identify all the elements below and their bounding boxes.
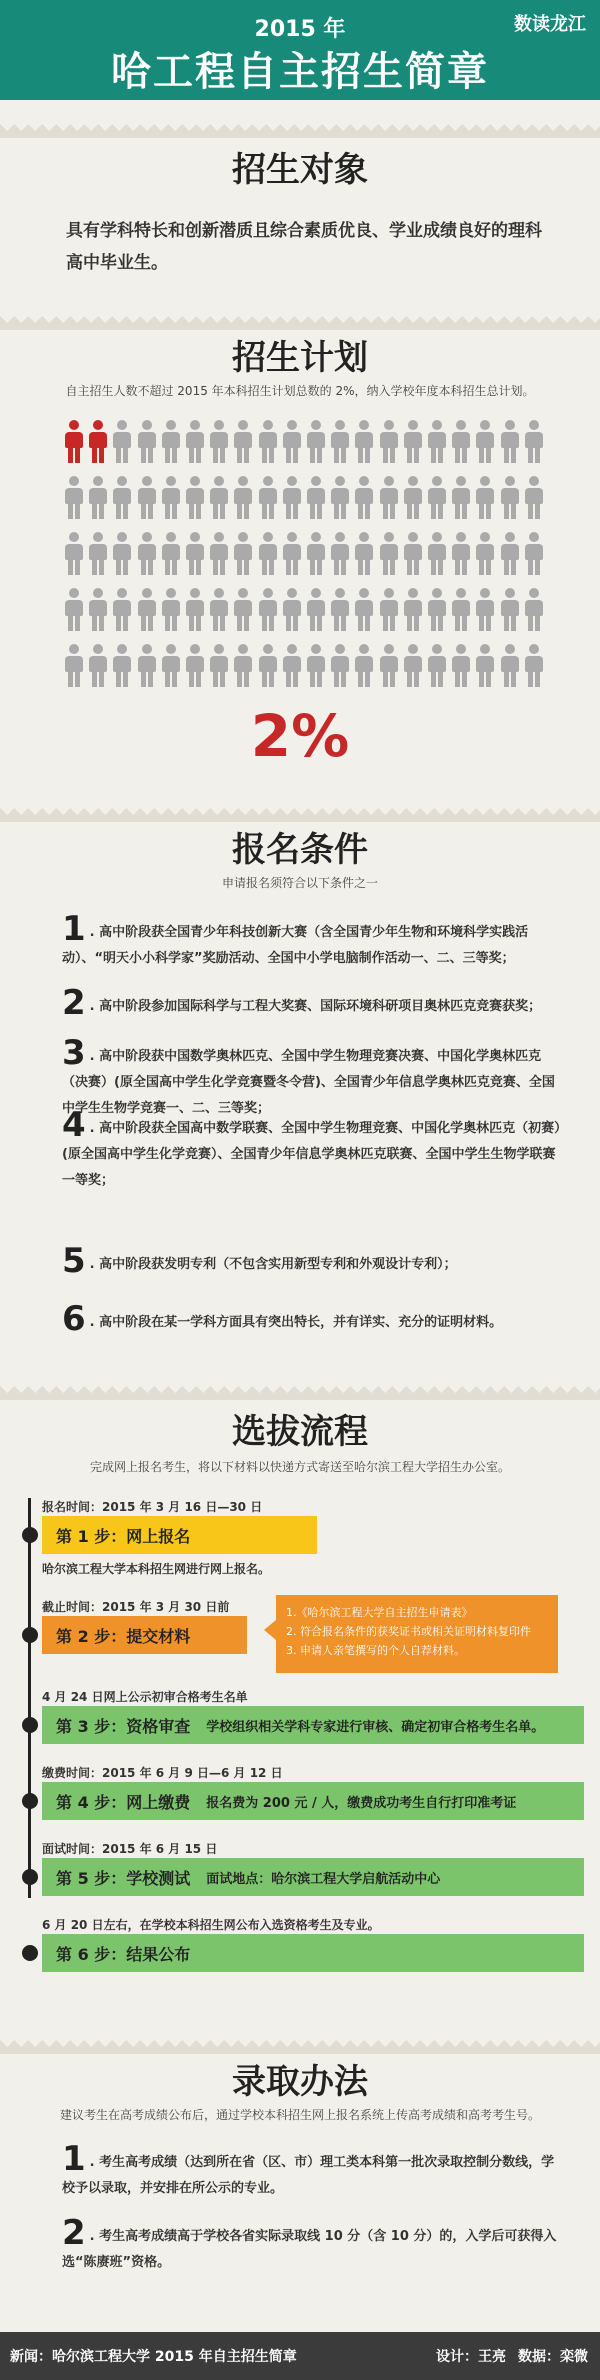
person-icon bbox=[475, 588, 495, 632]
timeline-dot bbox=[22, 1717, 38, 1733]
person-icon bbox=[258, 588, 278, 632]
person-icon bbox=[161, 532, 181, 576]
people-row bbox=[64, 476, 544, 532]
condition-item bbox=[62, 1241, 562, 1281]
footer-data: 数据：栾微 bbox=[518, 2349, 588, 2365]
person-icon bbox=[451, 588, 471, 632]
condition-number: 2 bbox=[62, 983, 86, 1023]
person-icon bbox=[451, 476, 471, 520]
person-icon bbox=[524, 420, 544, 464]
person-icon bbox=[427, 588, 447, 632]
person-icon bbox=[282, 420, 302, 464]
people-row bbox=[64, 644, 544, 700]
person-icon-highlighted bbox=[88, 420, 108, 464]
person-icon bbox=[330, 420, 350, 464]
person-icon bbox=[427, 532, 447, 576]
person-icon bbox=[500, 588, 520, 632]
materials-item: 2. 符合报名条件的获奖证书或相关证明材料复印件 bbox=[286, 1625, 531, 1638]
person-icon bbox=[282, 532, 302, 576]
footer-bar bbox=[0, 2332, 600, 2380]
person-icon bbox=[451, 532, 471, 576]
person-icon bbox=[379, 532, 399, 576]
condition-text: . 高中阶段在某一学科方面具有突出特长，并有详实、充分的证明材料。 bbox=[89, 1315, 503, 1330]
person-icon bbox=[451, 644, 471, 688]
person-icon bbox=[330, 644, 350, 688]
step-time: 缴费时间：2015 年 6 月 9 日—6 月 12 日 bbox=[42, 1766, 283, 1780]
person-icon bbox=[209, 420, 229, 464]
person-icon bbox=[306, 644, 326, 688]
people-row bbox=[64, 420, 544, 476]
plan-title: 招生计划 bbox=[232, 338, 368, 378]
person-icon bbox=[161, 588, 181, 632]
person-icon bbox=[88, 588, 108, 632]
person-icon bbox=[306, 476, 326, 520]
materials-item: 1.《哈尔滨工程大学自主招生申请表》 bbox=[286, 1606, 473, 1619]
admission-item bbox=[62, 2139, 562, 2202]
step-desc: 学校组织相关学科专家进行审核、确定初审合格考生名单。 bbox=[206, 1719, 545, 1735]
person-icon bbox=[258, 420, 278, 464]
person-icon bbox=[112, 644, 132, 688]
materials-item: 3. 申请人亲笔撰写的个人自荐材料。 bbox=[286, 1644, 465, 1657]
step-bar bbox=[42, 1616, 247, 1654]
step-note: 哈尔滨工程大学本科招生网进行网上报名。 bbox=[42, 1562, 271, 1576]
section-divider bbox=[0, 2040, 600, 2054]
person-icon bbox=[137, 588, 157, 632]
condition-item bbox=[62, 1105, 562, 1194]
person-icon bbox=[475, 420, 495, 464]
section-divider bbox=[0, 316, 600, 330]
step-desc: 面试地点：哈尔滨工程大学启航活动中心 bbox=[206, 1871, 441, 1887]
people-grid bbox=[64, 420, 544, 700]
timeline-dot bbox=[22, 1527, 38, 1543]
person-icon bbox=[500, 644, 520, 688]
admission-text: . 考生高考成绩（达到所在省（区、市）理工类本科第一批次录取控制分数线，学校予以录取，并安排在所公示的专业。 bbox=[62, 2155, 555, 2196]
person-icon bbox=[475, 532, 495, 576]
person-icon bbox=[379, 588, 399, 632]
condition-text: . 高中阶段获全国高中数学联赛、全国中学生物理竞赛、中国化学奥林匹克（初赛）(原全国高中学生化学竞赛）、全国青少年信息学奥林匹克联赛、全国中学生生物学联赛一等奖； bbox=[62, 1121, 561, 1188]
person-icon bbox=[403, 420, 423, 464]
admission-item bbox=[62, 2213, 562, 2276]
brand-logo: 数读龙江 bbox=[514, 14, 586, 35]
condition-item bbox=[62, 983, 562, 1023]
person-icon bbox=[354, 644, 374, 688]
timeline-line bbox=[28, 1498, 31, 1898]
person-icon bbox=[233, 532, 253, 576]
timeline-dot bbox=[22, 1945, 38, 1961]
person-icon bbox=[427, 476, 447, 520]
person-icon bbox=[137, 420, 157, 464]
person-icon bbox=[209, 644, 229, 688]
person-icon bbox=[112, 532, 132, 576]
person-icon bbox=[500, 476, 520, 520]
step-bar bbox=[42, 1706, 584, 1744]
step-label: 第 3 步：资格审查 bbox=[56, 1716, 191, 1736]
person-icon bbox=[354, 476, 374, 520]
condition-item bbox=[62, 909, 562, 972]
person-icon bbox=[64, 644, 84, 688]
process-title: 选拔流程 bbox=[232, 1412, 368, 1452]
timeline-dot bbox=[22, 1793, 38, 1809]
person-icon bbox=[379, 644, 399, 688]
step-label: 第 4 步：网上缴费 bbox=[56, 1792, 191, 1812]
person-icon bbox=[185, 476, 205, 520]
process-subtitle: 完成网上报名考生，将以下材料以快递方式寄送至哈尔滨工程大学招生办公室。 bbox=[89, 1460, 510, 1474]
person-icon bbox=[500, 420, 520, 464]
timeline-dot bbox=[22, 1869, 38, 1885]
person-icon bbox=[475, 644, 495, 688]
person-icon bbox=[354, 420, 374, 464]
admission-number: 2 bbox=[62, 2213, 86, 2253]
person-icon bbox=[403, 532, 423, 576]
step-time: 截止时间：2015 年 3 月 30 日前 bbox=[42, 1600, 230, 1614]
person-icon bbox=[185, 532, 205, 576]
step-time: 报名时间：2015 年 3 月 16 日—30 日 bbox=[42, 1500, 263, 1514]
person-icon bbox=[233, 588, 253, 632]
person-icon bbox=[524, 644, 544, 688]
person-icon bbox=[354, 532, 374, 576]
person-icon bbox=[258, 644, 278, 688]
person-icon bbox=[209, 476, 229, 520]
target-title: 招生对象 bbox=[232, 150, 368, 190]
person-icon bbox=[88, 476, 108, 520]
person-icon bbox=[306, 420, 326, 464]
person-icon bbox=[403, 644, 423, 688]
person-icon bbox=[524, 476, 544, 520]
plan-percent: 2% bbox=[250, 702, 350, 770]
header-year: 2015 年 bbox=[254, 17, 346, 42]
person-icon bbox=[500, 532, 520, 576]
step-time: 面试时间：2015 年 6 月 15 日 bbox=[42, 1842, 218, 1856]
condition-text: . 高中阶段获发明专利（不包含实用新型专利和外观设计专利）； bbox=[89, 1257, 457, 1272]
person-icon bbox=[64, 588, 84, 632]
plan-subtitle: 自主招生人数不超过 2015 年本科招生计划总数的 2%，纳入学校年度本科招生总计划。 bbox=[65, 384, 535, 398]
timeline-dot bbox=[22, 1627, 38, 1643]
person-icon bbox=[209, 588, 229, 632]
condition-text: . 高中阶段获中国数学奥林匹克、全国中学生物理竞赛决赛、中国化学奥林匹克（决赛）(原全国高中学生化学竞赛暨冬令营)、全国青少年信息学奥林匹克竞赛、全国中学生生物学竞赛一、二、三等奖； bbox=[62, 1049, 555, 1116]
section-divider bbox=[0, 808, 600, 822]
section-divider bbox=[0, 1386, 600, 1400]
admission-title: 录取办法 bbox=[232, 2062, 368, 2102]
person-icon bbox=[403, 476, 423, 520]
section-divider bbox=[0, 124, 600, 138]
footer-design: 设计：王亮 bbox=[436, 2349, 506, 2365]
person-icon bbox=[64, 532, 84, 576]
person-icon bbox=[354, 588, 374, 632]
step-bar bbox=[42, 1516, 317, 1554]
condition-number: 3 bbox=[62, 1033, 86, 1073]
person-icon bbox=[330, 532, 350, 576]
condition-text: . 高中阶段参加国际科学与工程大奖赛、国际环境科研项目奥林匹克竞赛获奖； bbox=[89, 999, 542, 1014]
people-row bbox=[64, 588, 544, 644]
person-icon bbox=[64, 476, 84, 520]
person-icon bbox=[282, 644, 302, 688]
person-icon bbox=[379, 476, 399, 520]
person-icon bbox=[161, 420, 181, 464]
condition-number: 6 bbox=[62, 1299, 86, 1339]
person-icon bbox=[185, 420, 205, 464]
person-icon bbox=[137, 476, 157, 520]
person-icon bbox=[161, 476, 181, 520]
condition-number: 1 bbox=[62, 909, 86, 949]
person-icon bbox=[88, 644, 108, 688]
step-desc: 报名费为 200 元 / 人，缴费成功考生自行打印准考证 bbox=[206, 1795, 517, 1811]
person-icon bbox=[112, 588, 132, 632]
person-icon bbox=[451, 420, 471, 464]
conditions-title: 报名条件 bbox=[232, 830, 368, 870]
person-icon bbox=[185, 644, 205, 688]
condition-number: 5 bbox=[62, 1241, 86, 1281]
person-icon bbox=[403, 588, 423, 632]
person-icon-highlighted bbox=[64, 420, 84, 464]
person-icon bbox=[137, 644, 157, 688]
footer-news: 新闻：哈尔滨工程大学 2015 年自主招生简章 bbox=[10, 2349, 297, 2365]
person-icon bbox=[233, 644, 253, 688]
person-icon bbox=[258, 476, 278, 520]
condition-text: . 高中阶段获全国青少年科技创新大赛（含全国青少年生物和环境科学实践活动）、“明天小小科学家”奖励活动、全国中小学电脑制作活动一、二、三等奖； bbox=[62, 925, 529, 966]
person-icon bbox=[161, 644, 181, 688]
person-icon bbox=[233, 420, 253, 464]
page-title: 哈工程自主招生简章 bbox=[111, 49, 489, 95]
people-row bbox=[64, 532, 544, 588]
person-icon bbox=[282, 588, 302, 632]
person-icon bbox=[427, 644, 447, 688]
person-icon bbox=[330, 588, 350, 632]
person-icon bbox=[209, 532, 229, 576]
person-icon bbox=[282, 476, 302, 520]
step-time: 6 月 20 日左右，在学校本科招生网公布入选资格考生及专业。 bbox=[42, 1918, 380, 1932]
person-icon bbox=[233, 476, 253, 520]
admission-text: . 考生高考成绩高于学校各省实际录取线 10 分（含 10 分）的，入学后可获得入选“陈赓班”资格。 bbox=[62, 2229, 557, 2270]
person-icon bbox=[524, 532, 544, 576]
step-bar bbox=[42, 1782, 584, 1820]
condition-number: 4 bbox=[62, 1105, 86, 1145]
person-icon bbox=[258, 532, 278, 576]
person-icon bbox=[137, 532, 157, 576]
materials-box bbox=[276, 1595, 558, 1673]
person-icon bbox=[330, 476, 350, 520]
step-bar bbox=[42, 1934, 584, 1972]
step-time: 4 月 24 日网上公示初审合格考生名单 bbox=[42, 1690, 248, 1704]
step-bar bbox=[42, 1858, 584, 1896]
person-icon bbox=[112, 420, 132, 464]
step-label: 第 6 步：结果公布 bbox=[56, 1944, 191, 1964]
person-icon bbox=[112, 476, 132, 520]
person-icon bbox=[306, 588, 326, 632]
admission-number: 1 bbox=[62, 2139, 86, 2179]
person-icon bbox=[306, 532, 326, 576]
conditions-subtitle: 申请报名须符合以下条件之一 bbox=[221, 876, 378, 890]
person-icon bbox=[379, 420, 399, 464]
person-icon bbox=[524, 588, 544, 632]
target-text: 具有学科特长和创新潜质且综合素质优良、学业成绩良好的理科高中毕业生。 bbox=[66, 221, 542, 273]
person-icon bbox=[475, 476, 495, 520]
condition-item bbox=[62, 1033, 562, 1122]
step-label: 第 2 步：提交材料 bbox=[56, 1626, 191, 1646]
condition-item bbox=[62, 1299, 562, 1339]
person-icon bbox=[185, 588, 205, 632]
admission-subtitle: 建议考生在高考成绩公布后，通过学校本科招生网上报名系统上传高考成绩和高考考生号。 bbox=[59, 2108, 540, 2122]
person-icon bbox=[427, 420, 447, 464]
callout-arrow bbox=[264, 1620, 276, 1640]
step-label: 第 1 步：网上报名 bbox=[56, 1526, 191, 1546]
person-icon bbox=[88, 532, 108, 576]
step-label: 第 5 步：学校测试 bbox=[56, 1868, 191, 1888]
